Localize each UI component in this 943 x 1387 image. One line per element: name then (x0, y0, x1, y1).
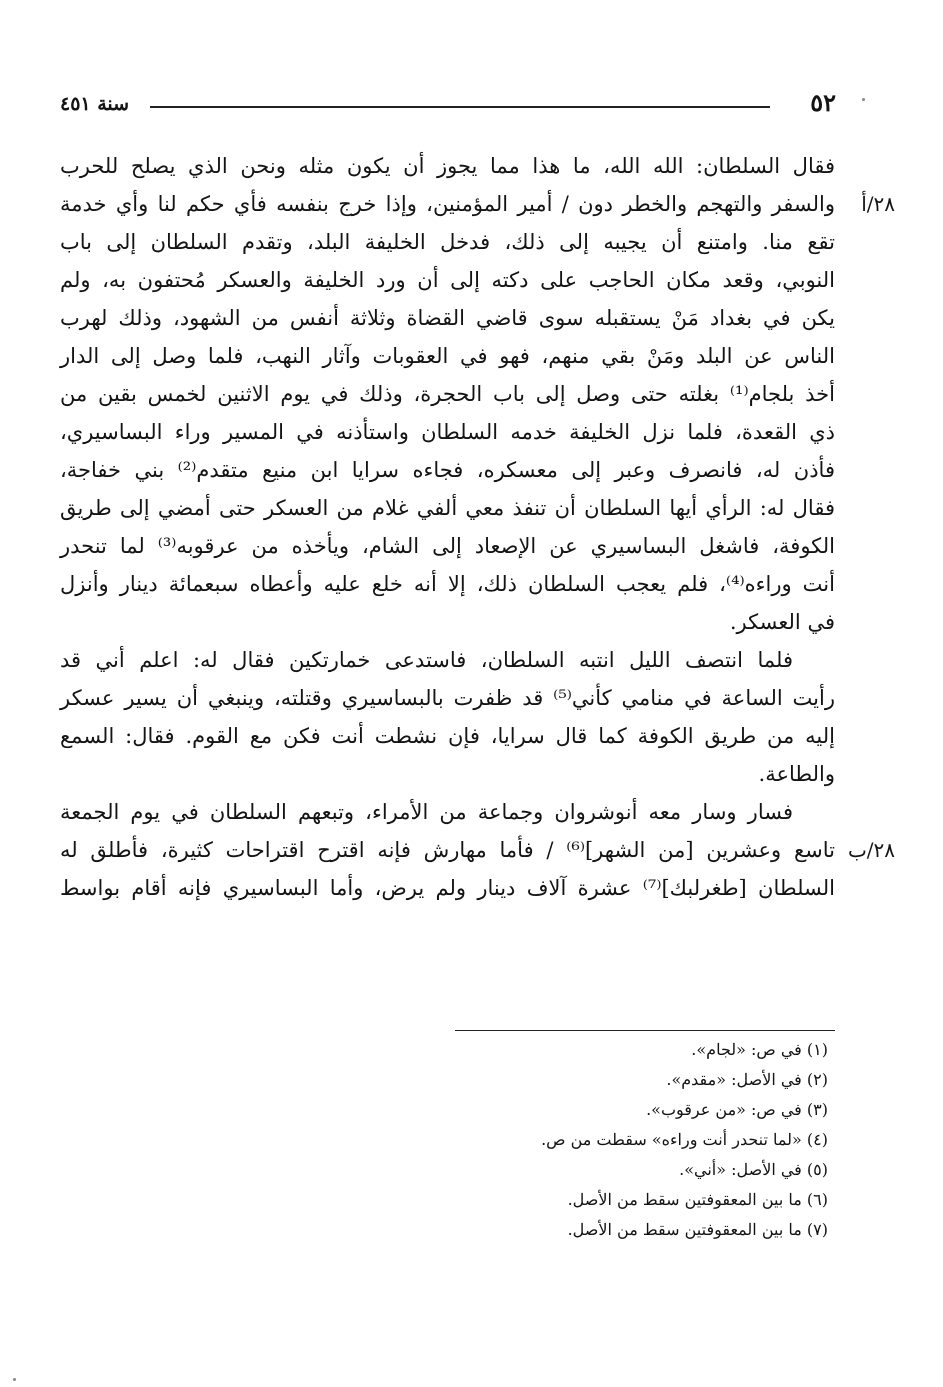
text-line (60, 641, 835, 679)
text-line (60, 793, 835, 831)
text-line-content: النوبي، وقعد مكان الحاجب على دكته إلى أن ورد الخليفة والعسكر مُحتفون به، ولم (60, 268, 835, 292)
text-line (60, 831, 895, 869)
text-line-content: رأيت الساعة في منامي كأني⁽⁵⁾ قد ظفرت بالبساسيري وقتلته، وينبغي أن يسير عسكر (60, 686, 835, 710)
text-line-content: ذي القعدة، فلما نزل الخليفة خدمه السلطان واستأذنه في المسير وراء البساسيري، (60, 420, 835, 444)
text-line (60, 185, 895, 223)
running-header (60, 86, 836, 120)
text-line-content: السلطان [طغرلبك]⁽⁷⁾ عشرة آلاف دينار ولم يرض، وأما البساسيري فإنه أقام بواسط (60, 876, 835, 900)
main-text (60, 147, 895, 907)
text-line-content: فقال السلطان: الله الله، ما هذا مما يجوز أن يكون مثله ونحن الذي يصلح للحرب (60, 154, 835, 178)
text-line-content: والطاعة. (758, 762, 835, 786)
text-line-content: الناس عن البلد ومَنْ بقي منهم، فهو في العقوبات وآثار النهب، فلما وصل إلى الدار (60, 344, 835, 368)
text-line-content: تاسع وعشرين [من الشهر]⁽⁶⁾ / فأما مهارش فإنه اقترح اقتراحات كثيرة، فأطلق له (60, 838, 835, 862)
text-line-content: والسفر والتهجم والخطر دون / أمير المؤمنين، وإذا خرج بنفسه فأي حكم لنا وأي خدمة (60, 192, 835, 216)
page-number: ٥٢ (810, 88, 836, 117)
text-line-content: تقع منا. وامتنع أن يجيبه إلى ذلك، فدخل الخليفة البلد، وتقدم السلطان إلى باب (60, 230, 835, 254)
scan-speck (13, 1378, 16, 1381)
text-line-content: أنت وراءه⁽⁴⁾، فلم يعجب السلطان ذلك، إلا أنه خلع عليه وأعطاه سبعمائة دينار وأنزل (60, 572, 835, 596)
footnotes (388, 1035, 828, 1245)
text-line-content: فأذن له، فانصرف وعبر إلى معسكره، فجاءه سرايا ابن منيع متقدم⁽²⁾ بني خفاجة، (60, 458, 835, 482)
text-line (60, 527, 835, 565)
text-line (60, 261, 835, 299)
text-line-content: فقال له: الرأي أيها السلطان أن تنفذ معي ألفي غلام من العسكر حتى أمضي إلى طريق (60, 496, 835, 520)
text-line-content: فسار وسار معه أنوشروان وجماعة من الأمراء، وتبعهم السلطان في يوم الجمعة (60, 800, 793, 824)
text-line (60, 147, 835, 185)
footnote: (٤) «لما تنحدر أنت وراءه» سقطت من ص. (541, 1130, 828, 1149)
text-line-content: الكوفة، فاشغل البساسيري عن الإصعاد إلى الشام، ويأخذه من عرقوبه⁽³⁾ لما تنحدر (60, 534, 835, 558)
text-line (60, 717, 835, 755)
scan-speck (862, 98, 865, 101)
text-line (60, 451, 835, 489)
footnote: (٣) في ص: «من عرقوب». (646, 1100, 828, 1119)
text-line (60, 565, 835, 603)
text-line (60, 679, 835, 717)
text-line-content: أخذ بلجام⁽¹⁾ بغلته حتى وصل إلى باب الحجرة، وذلك في يوم الاثنين لخمس بقين من (60, 382, 835, 406)
footnote: (٧) ما بين المعقوفتين سقط من الأصل. (567, 1220, 828, 1239)
text-line-content: إليه من طريق الكوفة كما قال سرايا، فإن نشطت أنت فكن مع القوم. فقال: السمع (60, 724, 835, 748)
footnote: (١) في ص: «لجام». (691, 1040, 828, 1059)
text-line (60, 489, 835, 527)
footnote: (٦) ما بين المعقوفتين سقط من الأصل. (567, 1190, 828, 1209)
text-line (60, 223, 835, 261)
text-line-content: يكن في بغداد مَنْ يستقبله سوى قاضي القضاة وثلاثة أنفس من الشهود، وذلك لهرب (60, 306, 835, 330)
manuscript-folio-marker: ٢٨/ب (847, 838, 895, 862)
text-line (60, 413, 835, 451)
footnote: (٢) في الأصل: «مقدم». (666, 1070, 828, 1089)
running-title-year: سنة ٤٥١ (60, 93, 130, 115)
text-line-content: فلما انتصف الليل انتبه السلطان، فاستدعى خمارتكين فقال له: اعلم أني قد (60, 648, 793, 672)
manuscript-folio-marker: ٢٨/أ (861, 192, 895, 216)
footnote-separator (455, 1030, 835, 1031)
text-line-content: في العسكر. (729, 610, 835, 634)
footnote: (٥) في الأصل: «أني». (679, 1160, 828, 1179)
text-line (60, 869, 835, 907)
text-line (60, 337, 835, 375)
text-line (60, 299, 835, 337)
text-line (60, 755, 835, 793)
text-line (60, 375, 835, 413)
header-rule (150, 106, 770, 108)
text-line (60, 603, 835, 641)
